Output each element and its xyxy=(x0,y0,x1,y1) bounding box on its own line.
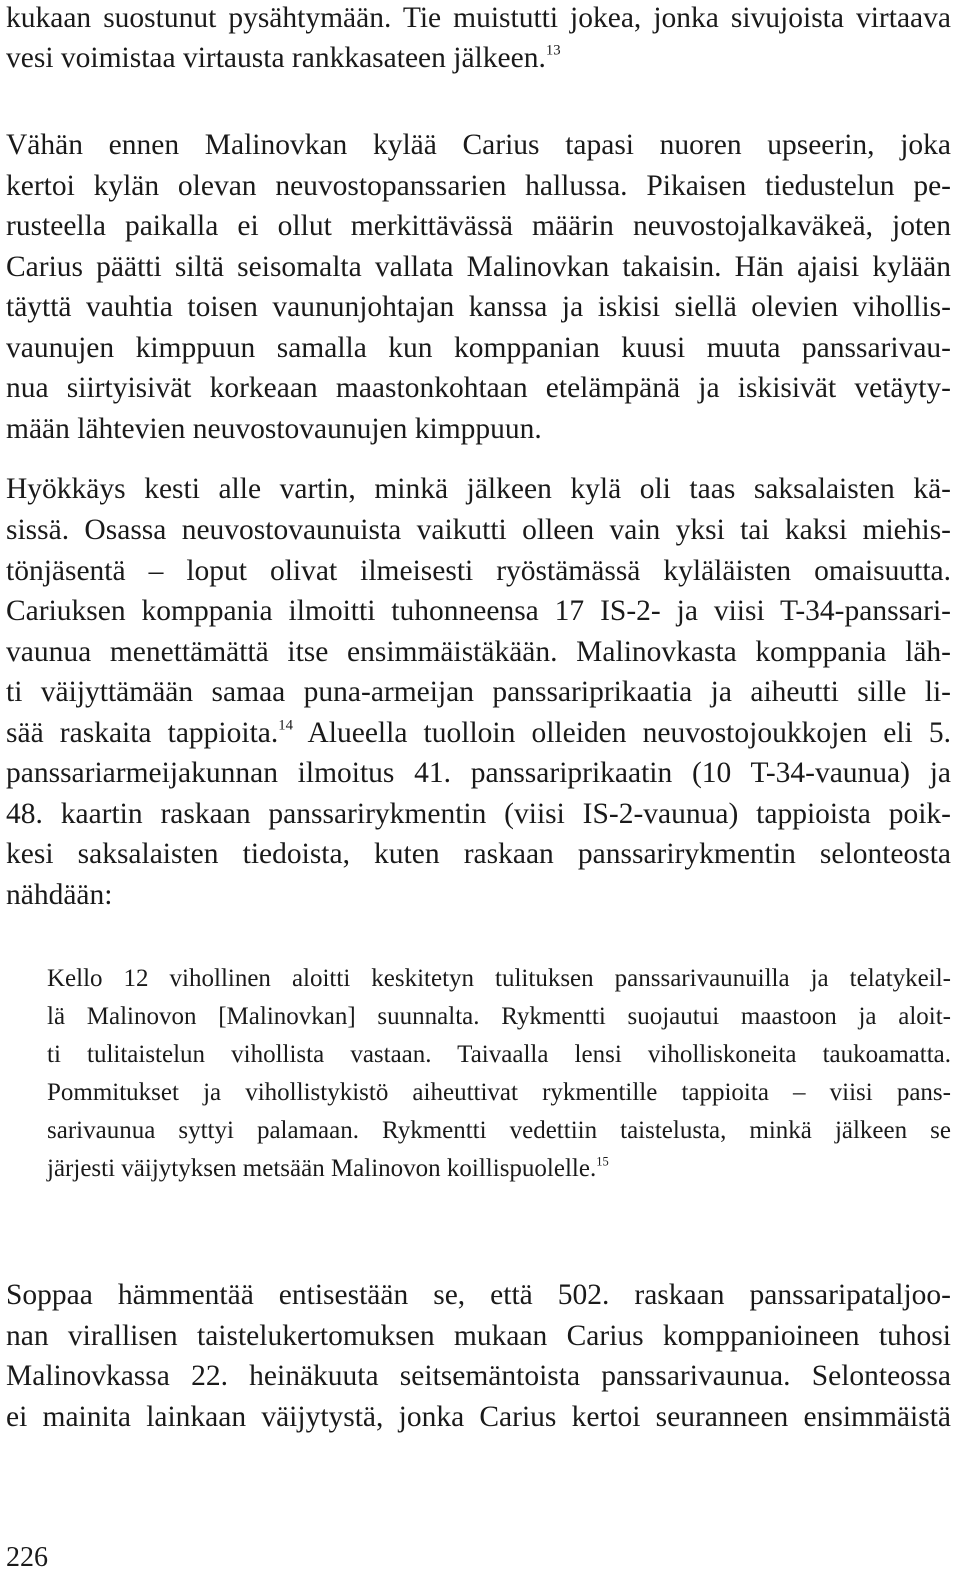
text-line xyxy=(6,715,951,751)
text-line: kukaan suostunut pysähtymään. Tie muistutti jokea, jonka sivujoista virtaava xyxy=(6,2,951,34)
text-line: kertoi kylän olevan neuvostopanssarien hallussa. Pikaisen tiedustelun pe- xyxy=(6,170,951,202)
quote-line xyxy=(47,1153,951,1185)
text-line xyxy=(6,40,951,76)
footnote-ref-15[interactable]: 15 xyxy=(596,1154,609,1169)
text-line-content: Alueella tuolloin olleiden neuvostojoukkojen eli 5. xyxy=(293,717,951,749)
page-number: 226 xyxy=(6,1542,48,1573)
text-line: ei mainita lainkaan väijytystä, jonka Carius kertoi seuranneen ensimmäistä xyxy=(6,1401,951,1433)
text-line: Malinovkassa 22. heinäkuuta seitsemäntoista panssarivaunua. Selonteossa xyxy=(6,1360,951,1392)
text-line: täyttä vauhtia toisen vaununjohtajan kanssa ja iskisi siellä olevien vihollis- xyxy=(6,291,951,323)
text-line: 48. kaartin raskaan panssarirykmentin (viisi IS-2-vaunua) tappioista poik- xyxy=(6,798,951,830)
text-line: Hyökkäys kesti alle vartin, minkä jälkeen kylä oli taas saksalaisten kä- xyxy=(6,473,951,505)
text-line: nua siirtyisivät korkeaan maastonkohtaan etelämpänä ja iskisivät vetäyty- xyxy=(6,372,951,404)
quote-line: Kello 12 vihollinen aloitti keskitetyn tulituksen panssarivaunuilla ja telatykeil- xyxy=(47,965,951,992)
text-line: mään lähtevien neuvostovaunujen kimppuun. xyxy=(6,413,542,445)
text-line: kesi saksalaisten tiedoista, kuten raskaan panssarirykmentin selonteosta xyxy=(6,838,951,870)
text-line: Carius päätti siltä seisomalta vallata Malinovkan takaisin. Hän ajaisi kylään xyxy=(6,251,951,283)
text-line: sissä. Osassa neuvostovaunuista vaikutti olleen vain yksi tai kaksi miehis- xyxy=(6,514,951,546)
text-line: Soppaa hämmentää entisestään se, että 502. raskaan panssaripataljoo- xyxy=(6,1279,951,1311)
text-line: vaunujen kimppuun samalla kun komppanian kuusi muuta panssarivau- xyxy=(6,332,951,364)
text-line-content: järjesti väijytyksen metsään Malinovon koillispuolelle. xyxy=(47,1155,597,1182)
text-line-content: vesi voimistaa virtausta rankkasateen jälkeen. xyxy=(6,42,546,74)
quote-line: Pommitukset ja vihollistykistö aiheuttivat rykmentille tappioita – viisi pans- xyxy=(47,1079,951,1106)
text-line: panssariarmeijakunnan ilmoitus 41. panssariprikaatin (10 T-34-vaunua) ja xyxy=(6,757,951,789)
text-line-content: sää raskaita tappioita. xyxy=(6,717,279,749)
text-line: nan virallisen taistelukertomuksen mukaan Carius komppanioineen tuhosi xyxy=(6,1320,951,1352)
text-line: vaunua menettämättä itse ensimmäistäkään. Malinovkasta komppania läh- xyxy=(6,636,951,668)
quote-line: lä Malinovon [Malinovkan] suunnalta. Rykmentti suojautui maastoon ja aloit- xyxy=(47,1003,951,1030)
text-line: ti väijyttämään samaa puna-armeijan panssariprikaatia ja aiheutti sille li- xyxy=(6,676,951,708)
quote-line: sarivaunua syttyi palamaan. Rykmentti vedettiin taistelusta, minkä jälkeen se xyxy=(47,1117,951,1144)
footnote-ref-14[interactable]: 14 xyxy=(278,717,293,734)
text-line: tönjäsentä – loput olivat ilmeisesti ryöstämässä kyläläisten omaisuutta. xyxy=(6,555,951,587)
text-line: Vähän ennen Malinovkan kylää Carius tapasi nuoren upseerin, joka xyxy=(6,129,951,161)
text-line: rusteella paikalla ei ollut merkittävässä määrin neuvostojalkaväkeä, joten xyxy=(6,210,951,242)
text-line: Cariuksen komppania ilmoitti tuhonneensa 17 IS-2- ja viisi T-34-panssari- xyxy=(6,595,951,627)
quote-line: ti tulitaistelun vihollista vastaan. Taivaalla lensi viholliskoneita taukoamatta. xyxy=(47,1041,951,1068)
footnote-ref-13[interactable]: 13 xyxy=(545,42,561,59)
text-line: nähdään: xyxy=(6,879,113,911)
